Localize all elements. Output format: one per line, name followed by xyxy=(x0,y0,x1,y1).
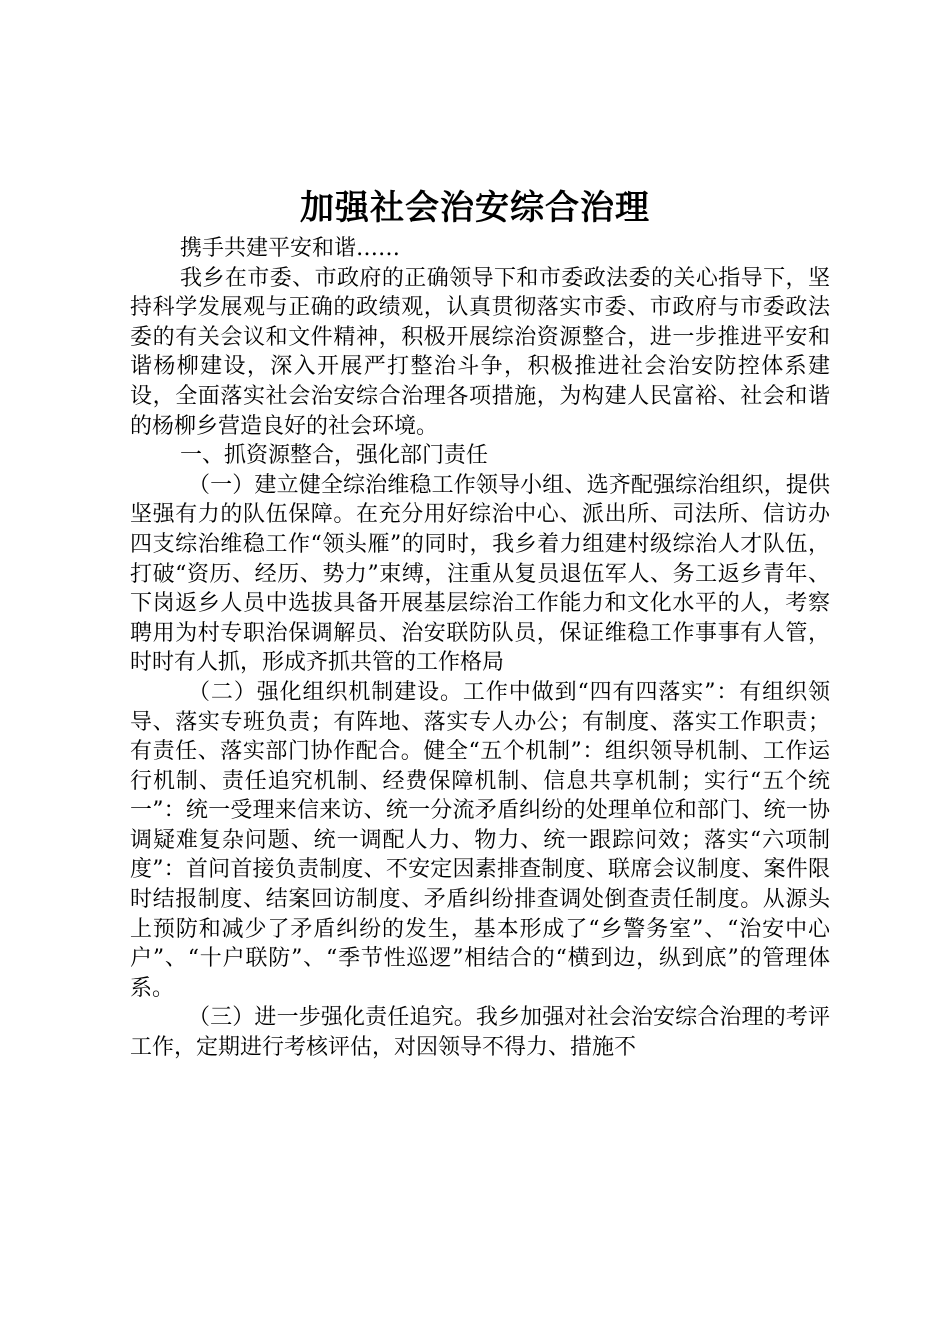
paragraph-intro: 我乡在市委、市政府的正确领导下和市委政法委的关心指导下，坚持科学发展观与正确的政绩观，认真贯彻落实市委、市政府与市委政法委的有关会议和文件精神，积极开展综治资源整合，进一步推进平安和谐杨柳建设，深入开展严打整治斗争，积极推进社会治安防控体系建设，全面落实社会治安综合治理各项措施，为构建人民富裕、社会和谐的杨柳乡营造良好的社会环境。 xyxy=(130,265,830,439)
paragraph-slogan: 携手共建平安和谐…… xyxy=(180,236,401,261)
paragraph-item-2: （二）强化组织机制建设。工作中做到“四有四落实”：有组织领导、落实专班负责；有阵地、落实专人办公；有制度、落实工作职责；有责任、落实部门协作配合。健全“五个机制”：组织领导机制、工作运行机制、责任追究机制、经费保障机制、信息共享机制；实行“五个统一”：统一受理来信来访、统一分流矛盾纠纷的处理单位和部门、统一协调疑难复杂问题、统一调配人力、物力、统一跟踪问效；落实“六项制度”：首问首接负责制度、不安定因素排查制度、联席会议制度、案件限时结报制度、结案回访制度、矛盾纠纷排查调处倒查责任制度。从源头上预防和减少了矛盾纠纷的发生，基本形成了“乡警务室”、“治安中心户”、“十户联防”、“季节性巡逻”相结合的“横到边，纵到底”的管理体系。 xyxy=(130,679,830,1001)
section-heading-1: 一、抓资源整合，强化部门责任 xyxy=(180,443,489,469)
document-title: 加强社会治安综合治理 xyxy=(300,188,650,228)
document-body xyxy=(130,234,830,1063)
paragraph-item-1: （一）建立健全综治维稳工作领导小组、选齐配强综治组织，提供坚强有力的队伍保障。在充分用好综治中心、派出所、司法所、信访办四支综治维稳工作“领头雁”的同时，我乡着力组建村级综治人才队伍，打破“资历、经历、势力”束缚，注重从复员退伍军人、务工返乡青年、下岗返乡人员中选拔具备开展基层综治工作能力和文化水平的人，考察聘用为村专职治保调解员、治安联防队员，保证维稳工作事事有人管，时时有人抓，形成齐抓共管的工作格局 xyxy=(130,472,830,676)
paragraph-item-3: （三）进一步强化责任追究。我乡加强对社会治安综合治理的考评工作，定期进行考核评估，对因领导不得力、措施不 xyxy=(130,1005,830,1061)
